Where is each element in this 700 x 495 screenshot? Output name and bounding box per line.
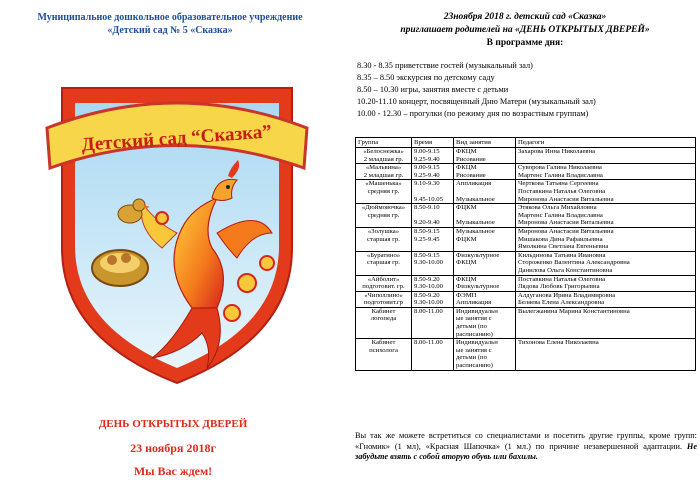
table-cell-activity: Индивидуальн ые занятия с детьми (по расписанию) [454, 307, 516, 338]
table-row [356, 164, 696, 180]
table-cell-teachers: Захарова Инна Николаевна [516, 148, 696, 164]
table-row [356, 180, 696, 204]
table-cell-activity: Индивидуальн ые занятия с детьми (по расписанию) [454, 339, 516, 370]
table-cell-time: 9.00-9.15 9.25-9.40 [412, 164, 454, 180]
table-cell-teachers: Черткова Татьяна Сергеевна Поставкина Наталья Олеговна Миронова Анастасия Витальевна [516, 180, 696, 204]
table-cell-time: 8.50-9.15 9.30-10.00 [412, 251, 454, 275]
program-list [357, 60, 697, 120]
program-item: 8.35 – 8.50 экскурсия по детскому саду [357, 73, 495, 82]
table-cell-activity: ФКЦМ Рисование [454, 164, 516, 180]
table-row [356, 307, 696, 338]
table-cell-activity: ФКЦМ Рисование [454, 148, 516, 164]
table-cell-group: «Чиполлино» подготовит.гр [356, 291, 412, 307]
emblem-title: Детский сад “Сказка” [80, 121, 273, 156]
column-header: Время [412, 138, 454, 148]
table-row [356, 339, 696, 370]
table-cell-group: Кабинет логопеда [356, 307, 412, 338]
note-text: Вы так же можете встретиться со специалистами и посетить другие группы, кроме групп: «Гномик» (1 мл), «Красная Шапочка» (1 мл.) по причине незавершенной адаптации. [355, 431, 697, 451]
program-item: 10.20-11.10 концерт, посвященный Дню Матери (музыкальный зал) [357, 97, 596, 106]
table-cell-group: «Дюймовочка» средняя гр. [356, 204, 412, 228]
column-header: Вид занятия [454, 138, 516, 148]
org-name-line2: «Детский сад № 5 «Сказка» [107, 25, 233, 36]
table-cell-teachers: Кильдинова Татьяна Ивановна Стороженко Валентина Александровна Данилова Ольга Константиновна [516, 251, 696, 275]
table-row [356, 275, 696, 291]
table-cell-time: 8.50-9.20 9.30-10.00 [412, 275, 454, 291]
welcome-text: Мы Вас ждем! [133, 464, 213, 478]
table-cell-activity: ФЭМП Аппликация [454, 291, 516, 307]
program-item: 10.00 - 12.30 – прогулки (по режиму дня по возрастным группам) [357, 109, 589, 118]
event-date: 23 ноября 2018г [130, 441, 216, 455]
column-header: Педагоги [516, 138, 696, 148]
table-header-row [356, 138, 696, 148]
table-cell-time: 8.00-11.00 [412, 339, 454, 370]
table-cell-group: «Буратино» старшая гр. [356, 251, 412, 275]
table-cell-group: «Машенька» средняя гр. [356, 180, 412, 204]
table-row [356, 251, 696, 275]
table-cell-teachers: Алдуганова Ирина Владимировна Беляева Елена Александровна [516, 291, 696, 307]
table-cell-activity: ФЦКМ Музыкальное [454, 204, 516, 228]
program-item: 8.30 - 8.35 приветствие гостей (музыкальный зал) [357, 61, 533, 70]
table-cell-time: 8.00-11.00 [412, 307, 454, 338]
table-cell-teachers: Миронова Анастасия Витальевна Мишакова Дина Рафаильевна Ямолкина Светлана Евгеньевна [516, 227, 696, 251]
table-cell-group: Кабинет психолога [356, 339, 412, 370]
schedule-table [355, 137, 696, 371]
table-row [356, 148, 696, 164]
kindergarten-emblem [42, 58, 312, 388]
table-cell-teachers: Суворова Галина Николаевна Мартенс Галина Владиславна [516, 164, 696, 180]
table-row [356, 291, 696, 307]
table-row [356, 227, 696, 251]
right-page [352, 0, 698, 495]
nest-icon [92, 250, 148, 286]
table-cell-activity: Физкультурное ФКЦМ [454, 251, 516, 275]
open-day-title: ДЕНЬ ОТКРЫТЫХ ДВЕРЕЙ [98, 418, 248, 430]
table-cell-group: «Айболит» подготовит. гр. [356, 275, 412, 291]
program-heading: В программе дня: [486, 38, 564, 48]
table-cell-teachers: Тихонова Елена Николаевна [516, 339, 696, 370]
table-cell-group: «Золушка» старшая гр. [356, 227, 412, 251]
table-cell-time: 8.50-9.10 9.20-9.40 [412, 204, 454, 228]
table-cell-teachers: Этякова Ольга Михайловна Мартенс Галина Владиславна Миронова Анастасия Витальевна [516, 204, 696, 228]
header-line1: 23ноября 2018 г. детский сад «Сказка» [443, 12, 607, 22]
table-cell-teachers: Поставкина Наталья Олеговна Лядова Любовь Григорьевна [516, 275, 696, 291]
table-cell-activity: Музыкальное ФЦКМ [454, 227, 516, 251]
program-item: 8.50 – 10.30 игры, занятия вместе с детьми [357, 85, 509, 94]
table-cell-teachers: Вылегжанина Марина Константиновна [516, 307, 696, 338]
table-row [356, 204, 696, 228]
table-cell-group: «Белоснежка» 2 младшая гр. [356, 148, 412, 164]
note-reminder: Не забудьте взять с собой вторую обувь или бахилы. [355, 441, 697, 461]
table-cell-time: 8.50-9.20 9.30-10.00 [412, 291, 454, 307]
table-cell-time: 9.10-9.30 9.45-10.05 [412, 180, 454, 204]
table-cell-activity: ФКЦМ Физкультурное [454, 275, 516, 291]
header-line2: приглашает родителей на «ДЕНЬ ОТКРЫТЫХ ДВЕРЕЙ» [400, 25, 650, 35]
table-cell-time: 8.50-9.15 9.25-9.45 [412, 227, 454, 251]
org-name-line1: Муниципальное дошкольное образовательное учреждение [37, 12, 303, 23]
table-cell-group: «Мальвина» 2 младшая гр. [356, 164, 412, 180]
table-cell-activity: Аппликация Музыкальное [454, 180, 516, 204]
footer-note [355, 431, 697, 463]
table-cell-time: 9.00-9.15 9.25-9.40 [412, 148, 454, 164]
column-header: Группа [356, 138, 412, 148]
